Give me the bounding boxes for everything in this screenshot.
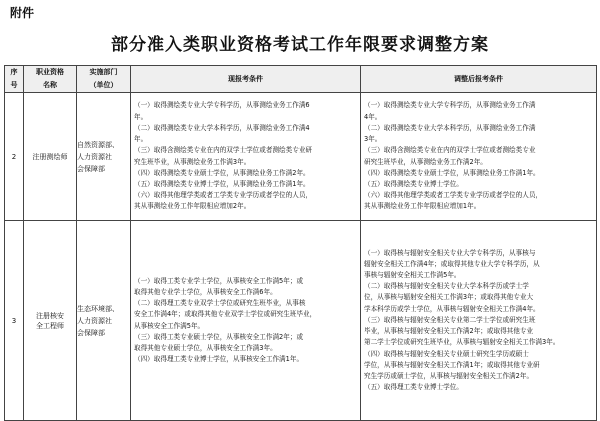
condition-line: 毕业，从事核与辐射安全相关工作满2年；或取得其他专业 xyxy=(364,327,534,336)
row-number: 2 xyxy=(5,93,24,221)
condition-line: 究生班毕业，从事测绘业务工作满3年。 xyxy=(134,157,251,166)
condition-line: （三）取得核与辐射安全相关专业第二学士学位或研究生班 xyxy=(364,315,536,324)
department: 生态环境部、 人力资源社 会保障部 xyxy=(77,221,131,421)
current-conditions-cell xyxy=(131,221,361,421)
condition-line: （三）取得含测绘类专业在内的双学士学位或者测绘类专业研 xyxy=(134,146,313,155)
condition-line: （二）取得理工类专业双学士学位或研究生班毕业，从事核 xyxy=(134,299,306,308)
condition-line: 事核与辐射安全相关工作满5年。 xyxy=(364,271,461,280)
condition-line: （一）取得测绘类专业大学专科学历，从事测绘业务工作满 xyxy=(364,101,536,110)
condition-line: 取得其他专业硕士学位，从事核安全工作满3年。 xyxy=(134,343,277,352)
condition-line: （四）取得测绘类专业硕士学位，从事测绘业务工作满1年。 xyxy=(364,168,540,177)
department: 自然资源部、 人力资源社 会保障部 xyxy=(77,93,131,221)
condition-line: 其从事测绘业务工作年限相应增加2年。 xyxy=(134,202,251,211)
condition-line: 其从事测绘业务工作年限相应增加1年。 xyxy=(364,202,481,211)
condition-line: 年。 xyxy=(134,135,148,144)
row-number: 3 xyxy=(5,221,24,421)
condition-line: （三）取得工类专业硕士学位，从事核安全工作满2年；或 xyxy=(134,332,304,341)
header-department: 实施部门 （单位） xyxy=(77,66,131,93)
condition-line: （六）取得其他理学类或者工学类专业学历或者学位的人员， xyxy=(134,191,313,200)
condition-line: （一）取得工类专业学士学位，从事核安全工作满5年；或 xyxy=(134,276,304,285)
condition-line: 学位，从事核与辐射安全相关工作满1年；或取得其他专业研 xyxy=(364,360,540,369)
condition-line: （二）取得测绘类专业大学本科学历，从事测绘业务工作满 xyxy=(364,123,536,132)
condition-line: 辐射安全相关工作满4年；或取得其他专业大学专科学历，从 xyxy=(364,259,540,268)
condition-line: 究生学历或硕士学位，从事核与辐射安全相关工作满2年。 xyxy=(364,371,534,380)
condition-line: 安全工作满4年；或取得其他专业双学士学位或研究生班毕业， xyxy=(134,310,317,319)
condition-line: （三）取得含测绘类专业在内的双学士学位或者测绘类专业 xyxy=(364,146,536,155)
condition-line: （四）取得核与辐射安全相关专业硕士研究生学历或硕士 xyxy=(364,349,529,358)
condition-line: 3年。 xyxy=(364,135,382,144)
header-no: 序 号 xyxy=(5,66,24,93)
condition-line: 位，从事核与辐射安全相关工作满3年；或取得其他专业大 xyxy=(364,293,534,302)
condition-line: （二）取得核与辐射安全相关专业大学本科学历或学士学 xyxy=(364,282,529,291)
page-title: 部分准入类职业资格考试工作年限要求调整方案 xyxy=(111,35,489,55)
condition-line: （四）取得测绘类专业硕士学位，从事测绘业务工作满2年。 xyxy=(134,168,310,177)
table-header-row xyxy=(5,66,597,93)
condition-line: （二）取得测绘类专业大学本科学历，从事测绘业务工作满4 xyxy=(134,123,310,132)
qualification-name: 注册核安 全工程师 xyxy=(24,221,77,421)
condition-line: 取得其他专业学士学位，从事核安全工作满6年。 xyxy=(134,287,277,296)
header-qualification-name: 职业资格 名称 xyxy=(24,66,77,93)
condition-line: （六）取得其他理学类或者工学类专业学历或者学位的人员， xyxy=(364,191,543,200)
requirements-table xyxy=(4,65,597,421)
qualification-name: 注册测绘师 xyxy=(24,93,77,221)
adjusted-conditions-cell xyxy=(361,221,597,421)
condition-line: 4年。 xyxy=(364,112,382,121)
condition-line: （一）取得核与辐射安全相关专业大学专科学历，从事核与 xyxy=(364,248,536,257)
condition-line: （一）取得测绘类专业大学专科学历，从事测绘业务工作满6 xyxy=(134,101,310,110)
header-adjusted-conditions: 调整后报考条件 xyxy=(361,66,597,93)
table-row xyxy=(5,93,597,221)
table-row xyxy=(5,221,597,421)
condition-line: （五）取得测绘类专业博士学位。 xyxy=(364,179,463,188)
condition-line: 从事核安全工作满5年。 xyxy=(134,321,205,330)
condition-line: 学本科学历或学士学位，从事核与辐射安全相关工作满4年。 xyxy=(364,304,540,313)
condition-line: 研究生班毕业，从事测绘业务工作满2年。 xyxy=(364,157,487,166)
annex-label: 附件 xyxy=(10,6,35,20)
condition-line: （五）取得测绘类专业博士学位，从事测绘业务工作满1年。 xyxy=(134,179,310,188)
condition-line: （五）取得理工类专业博士学位。 xyxy=(364,383,463,392)
condition-line: 年。 xyxy=(134,112,148,121)
condition-line: 第二学士学位或研究生班毕业，从事核与辐射安全相关工作满3年。 xyxy=(364,338,560,347)
adjusted-conditions-cell xyxy=(361,93,597,221)
current-conditions-cell xyxy=(131,93,361,221)
condition-line: （四）取得理工类专业博士学位，从事核安全工作满1年。 xyxy=(134,355,304,364)
header-current-conditions: 现报考条件 xyxy=(131,66,361,93)
